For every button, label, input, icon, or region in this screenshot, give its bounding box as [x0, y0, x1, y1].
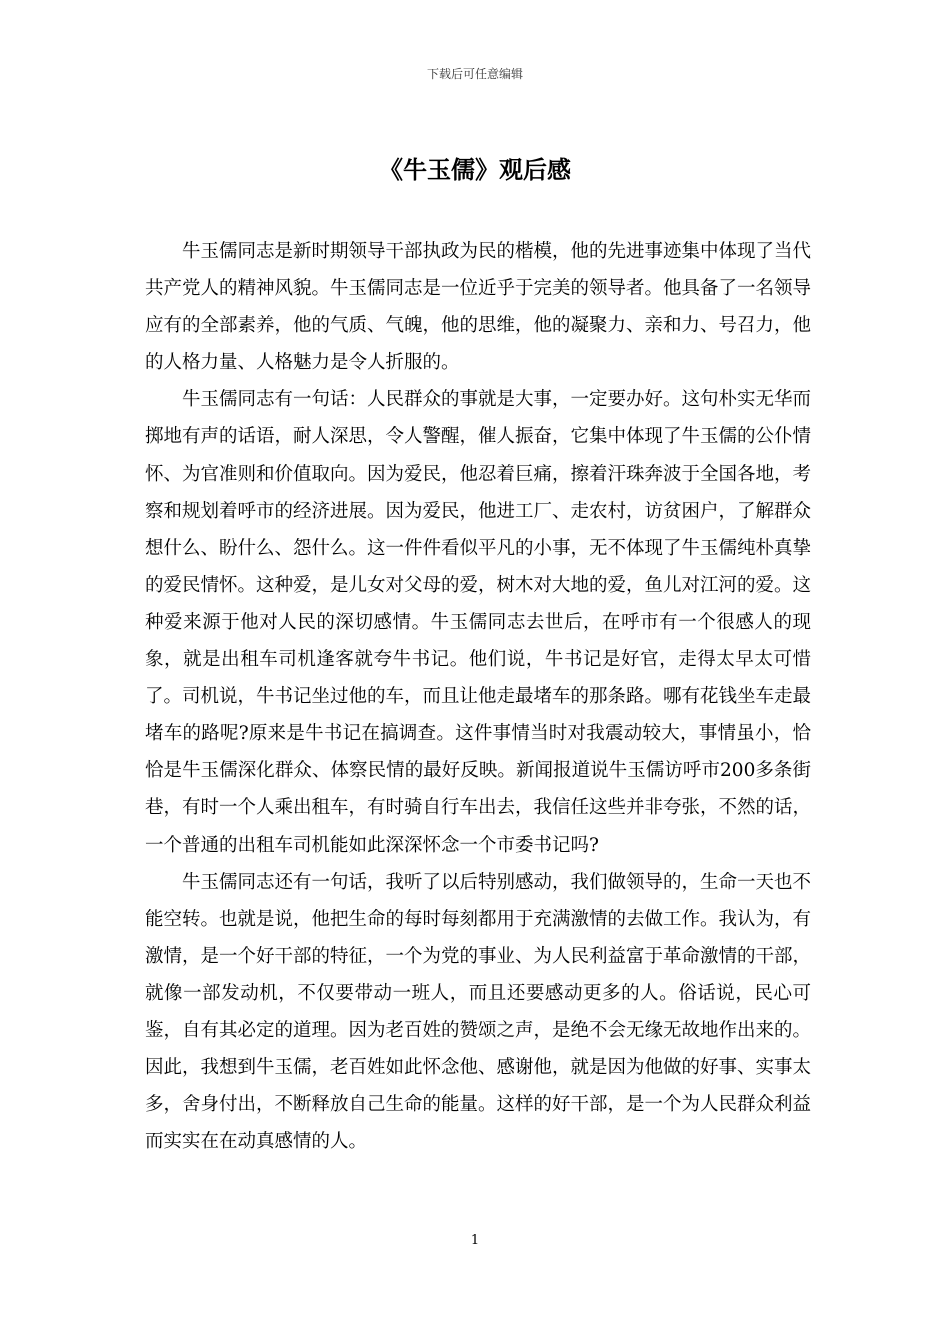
paragraph-2: 牛玉儒同志有一句话：人民群众的事就是大事，一定要办好。这句朴实无华而掷地有声的话语，耐人深思，令人警醒，催人振奋，它集中体现了牛玉儒的公仆情怀、为官准则和价值取向。因为爱民，他忍着巨痛，擦着汗珠奔波于全国各地，考察和规划着呼市的经济进展。因为爱民，他进工厂、走农村，访贫困户，了解群众想什么、盼什么、怨什么。这一件件看似平凡的小事，无不体现了牛玉儒纯朴真挚的爱民情怀。这种爱，是儿女对父母的爱，树木对大地的爱，鱼儿对江河的爱。这种爱来源于他对人民的深切感情。牛玉儒同志去世后，在呼市有一个很感人的现象，就是出租车司机逢客就夸牛书记。他们说，牛书记是好官，走得太早太可惜了。司机说，牛书记坐过他的车，而且让他走最堵车的那条路。哪有花钱坐车走最堵车的路呢?原来是牛书记在搞调查。这件事情当时对我震动较大，事情虽小，恰恰是牛玉儒深化群众、体察民情的最好反映。新闻报道说牛玉儒访呼市200多条街巷，有时一个人乘出租车，有时骑自行车出去，我信任这些并非夸张，不然的话，一个普通的出租车司机能如此深深怀念一个市委书记吗?	[145, 389, 812, 856]
page-header: 下载后可任意编辑	[426, 67, 523, 81]
page-number: 1	[470, 1233, 480, 1248]
paragraph-3: 牛玉儒同志还有一句话，我听了以后特别感动，我们做领导的，生命一天也不能空转。也就是说，他把生命的每时每刻都用于充满激情的去做工作。我认为，有激情，是一个好干部的特征，一个为党的事业、为人民利益富于革命激情的干部，就像一部发动机，不仅要带动一班人，而且还要感动更多的人。俗话说，民心可鉴，自有其必定的道理。因为老百姓的赞颂之声，是绝不会无缘无故地作出来的。因此，我想到牛玉儒，老百姓如此怀念他、感谢他，就是因为他做的好事、实事太多，舍身付出，不断释放自己生命的能量。这样的好干部，是一个为人民群众利益而实实在在动真感情的人。	[145, 871, 812, 1153]
document-title: 《牛玉儒》观后感	[379, 155, 571, 184]
paragraph-1: 牛玉儒同志是新时期领导干部执政为民的楷模，他的先进事迹集中体现了当代共产党人的精神风貌。牛玉儒同志是一位近乎于完美的领导者。他具备了一名领导应有的全部素养，他的气质、气魄，他的思维，他的凝聚力、亲和力、号召力，他的人格力量、人格魅力是令人折服的。	[145, 241, 812, 374]
document-body	[145, 233, 811, 1160]
